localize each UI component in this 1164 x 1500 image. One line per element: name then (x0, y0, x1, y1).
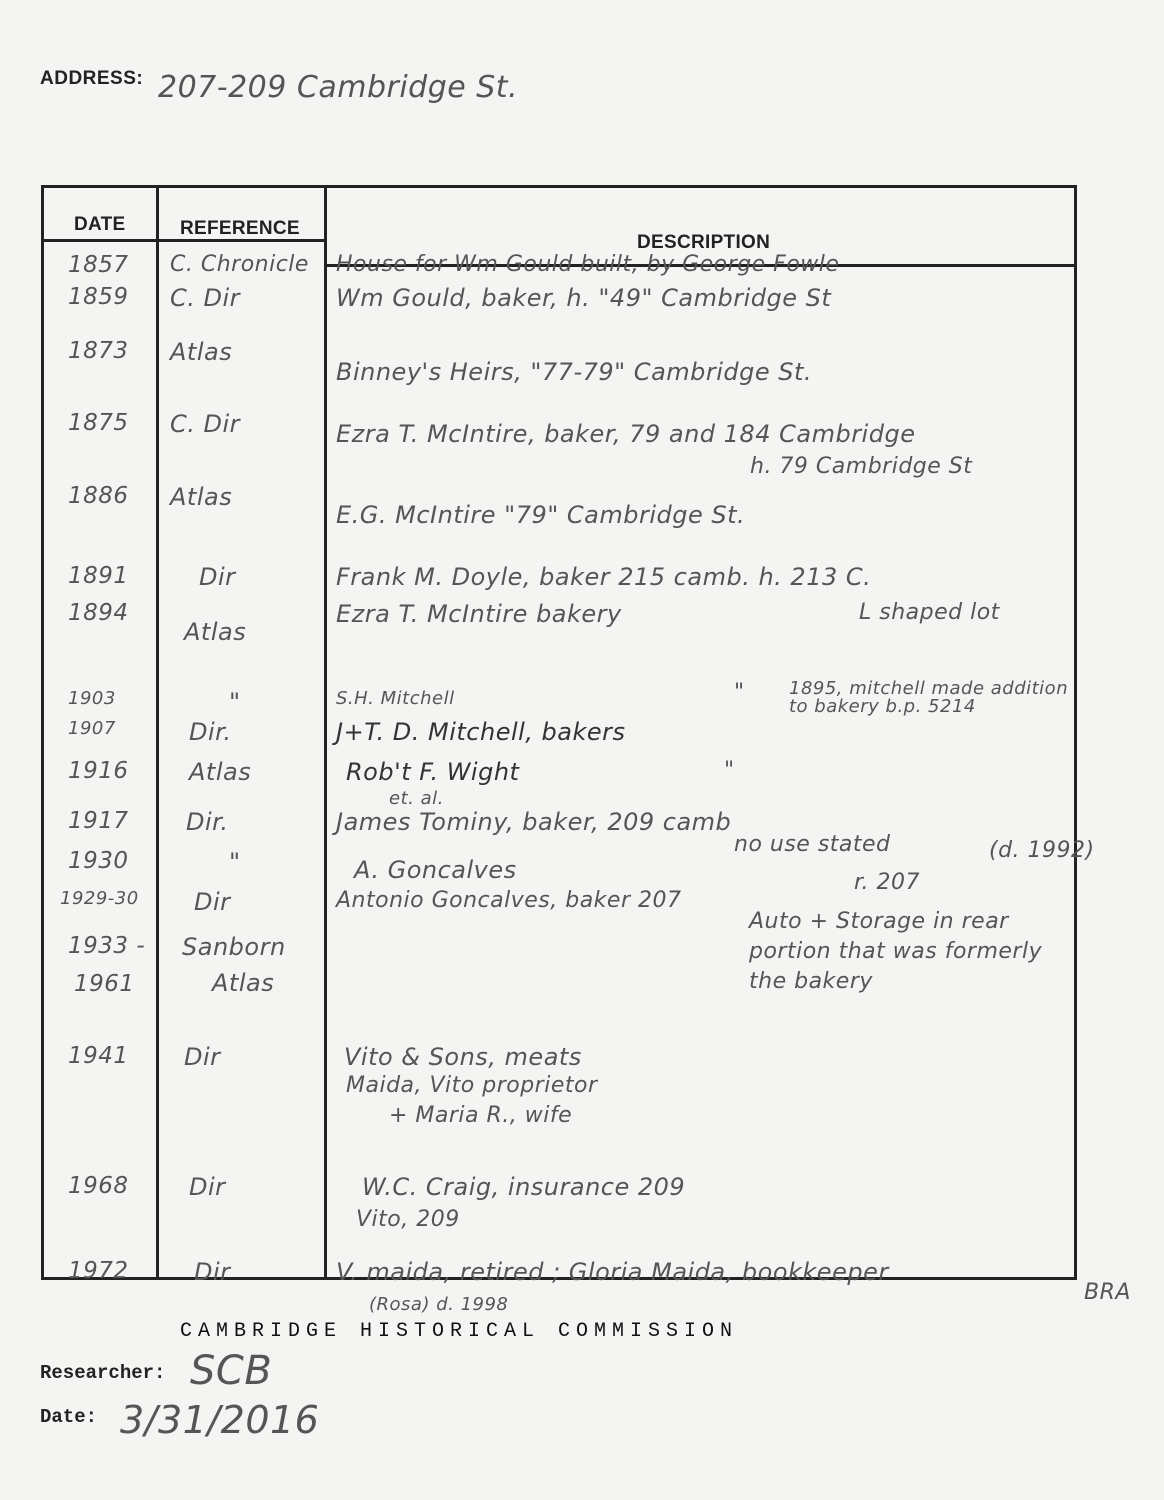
row-description: Antonio Goncalves, baker 207 (336, 888, 682, 913)
row-date: 1875 (68, 410, 129, 436)
table-row (44, 1043, 1074, 1128)
row-reference: Dir (184, 1043, 221, 1071)
row-description: James Tominy, baker, 209 camb (336, 808, 732, 836)
row-description: Binney's Heirs, "77-79" Cambridge St. (336, 358, 813, 386)
address-value: 207-209 Cambridge St. (158, 70, 519, 105)
researcher-signature: SCB (190, 1348, 273, 1394)
table-row (44, 252, 1074, 278)
row-note: (Rosa) d. 1998 (369, 1294, 509, 1315)
row-date: 1941 (68, 1043, 129, 1069)
row-date: 1859 (68, 284, 129, 310)
row-description: V. maida, retired ; Gloria Maida, bookkeeper (336, 1258, 889, 1286)
bra-note: BRA (1084, 1280, 1131, 1305)
row-description-line-2: Vito, 209 (356, 1207, 460, 1232)
row-description: Auto + Storage in rear portion that was formerly the bakery (749, 909, 1043, 994)
table-row (44, 1173, 1074, 1232)
row-reference: Sanborn (182, 933, 286, 961)
table-row (44, 483, 1074, 529)
row-description: J+T. D. Mitchell, bakers (336, 718, 626, 746)
row-note: " (724, 758, 735, 783)
row-date: 1903 (68, 688, 116, 709)
row-date: 1930 (68, 848, 129, 874)
row-note: r. 207 (854, 870, 921, 895)
researcher-label: Researcher: (40, 1362, 166, 1384)
table-row (44, 758, 1074, 786)
row-date: 1972 (68, 1258, 129, 1284)
header-reference: REFERENCE (180, 218, 300, 239)
row-reference: Atlas (170, 483, 233, 511)
table-row (44, 678, 1074, 717)
row-date: 1891 (68, 563, 129, 589)
row-description: A. Goncalves (354, 856, 517, 884)
row-reference: Dir (194, 888, 231, 916)
row-description-above: et. al. (389, 788, 444, 809)
date-value: 3/31/2016 (120, 1398, 320, 1442)
row-note-2: 1895, mitchell made addition to bakery b.p. 5214 (789, 678, 1069, 717)
row-description: W.C. Craig, insurance 209 (362, 1173, 686, 1201)
row-reference: Atlas (184, 618, 247, 646)
row-reference: C. Chronicle (170, 252, 309, 277)
row-reference: C. Dir (170, 284, 241, 312)
row-description: Ezra T. McIntire, baker, 79 and 184 Cambridge (336, 420, 916, 448)
row-description-line-3: + Maria R., wife (389, 1103, 573, 1128)
date-label: Date: (40, 1406, 98, 1428)
row-date: 1894 (68, 600, 129, 626)
table-row (44, 718, 1074, 746)
table-row (44, 909, 1074, 997)
row-reference: Atlas (189, 758, 252, 786)
row-date: 1907 (68, 718, 116, 739)
row-description-line-2: h. 79 Cambridge St (750, 454, 973, 479)
table-row (44, 284, 1074, 312)
row-description: Rob't F. Wight (346, 758, 520, 786)
row-description-line-2: Maida, Vito proprietor (346, 1073, 598, 1098)
row-reference: " (229, 848, 241, 876)
row-description: S.H. Mitchell (336, 688, 455, 709)
table-row (44, 600, 1074, 646)
row-date: 1916 (68, 758, 129, 784)
row-date: 1968 (68, 1173, 129, 1199)
table-row (44, 410, 1074, 479)
header-date: DATE (74, 214, 126, 235)
row-reference: Dir (189, 1173, 226, 1201)
row-description: E.G. McIntire "79" Cambridge St. (336, 501, 746, 529)
table-row (44, 1258, 1074, 1315)
row-note-2: (d. 1992) (989, 838, 1095, 863)
row-date: 1873 (68, 338, 129, 364)
row-description: House for Wm Gould built, by George Fowle (336, 252, 840, 277)
record-table (41, 185, 1095, 1315)
row-note: L shaped lot (859, 600, 1000, 625)
row-date: 1857 (68, 252, 129, 278)
row-reference-2: Atlas (212, 969, 275, 997)
row-description: Frank M. Doyle, baker 215 camb. h. 213 C. (336, 563, 872, 591)
row-reference: " (229, 688, 241, 716)
address-label: ADDRESS: (40, 68, 144, 89)
row-description: Vito & Sons, meats (344, 1043, 582, 1071)
table-row (44, 563, 1074, 591)
row-description: Wm Gould, baker, h. "49" Cambridge St (336, 284, 832, 312)
row-reference: Dir (199, 563, 236, 591)
row-date: 1917 (68, 808, 129, 834)
row-reference: Dir (194, 1258, 231, 1286)
row-reference: Dir. (189, 718, 232, 746)
row-note: " (734, 680, 745, 705)
row-date: 1886 (68, 483, 129, 509)
header-description: DESCRIPTION (637, 232, 771, 253)
row-description: Ezra T. McIntire bakery (336, 600, 622, 628)
row-date: 1929-30 (60, 888, 139, 909)
table-row (44, 338, 1074, 386)
footer-title: CAMBRIDGE HISTORICAL COMMISSION (180, 1320, 739, 1343)
row-reference: Dir. (186, 808, 229, 836)
row-reference: C. Dir (170, 410, 241, 438)
row-note: no use stated (734, 832, 891, 857)
row-reference: Atlas (170, 338, 233, 366)
row-date-2: 1961 (74, 971, 135, 997)
table-row (44, 788, 1074, 836)
row-date: 1933 - (68, 933, 146, 959)
